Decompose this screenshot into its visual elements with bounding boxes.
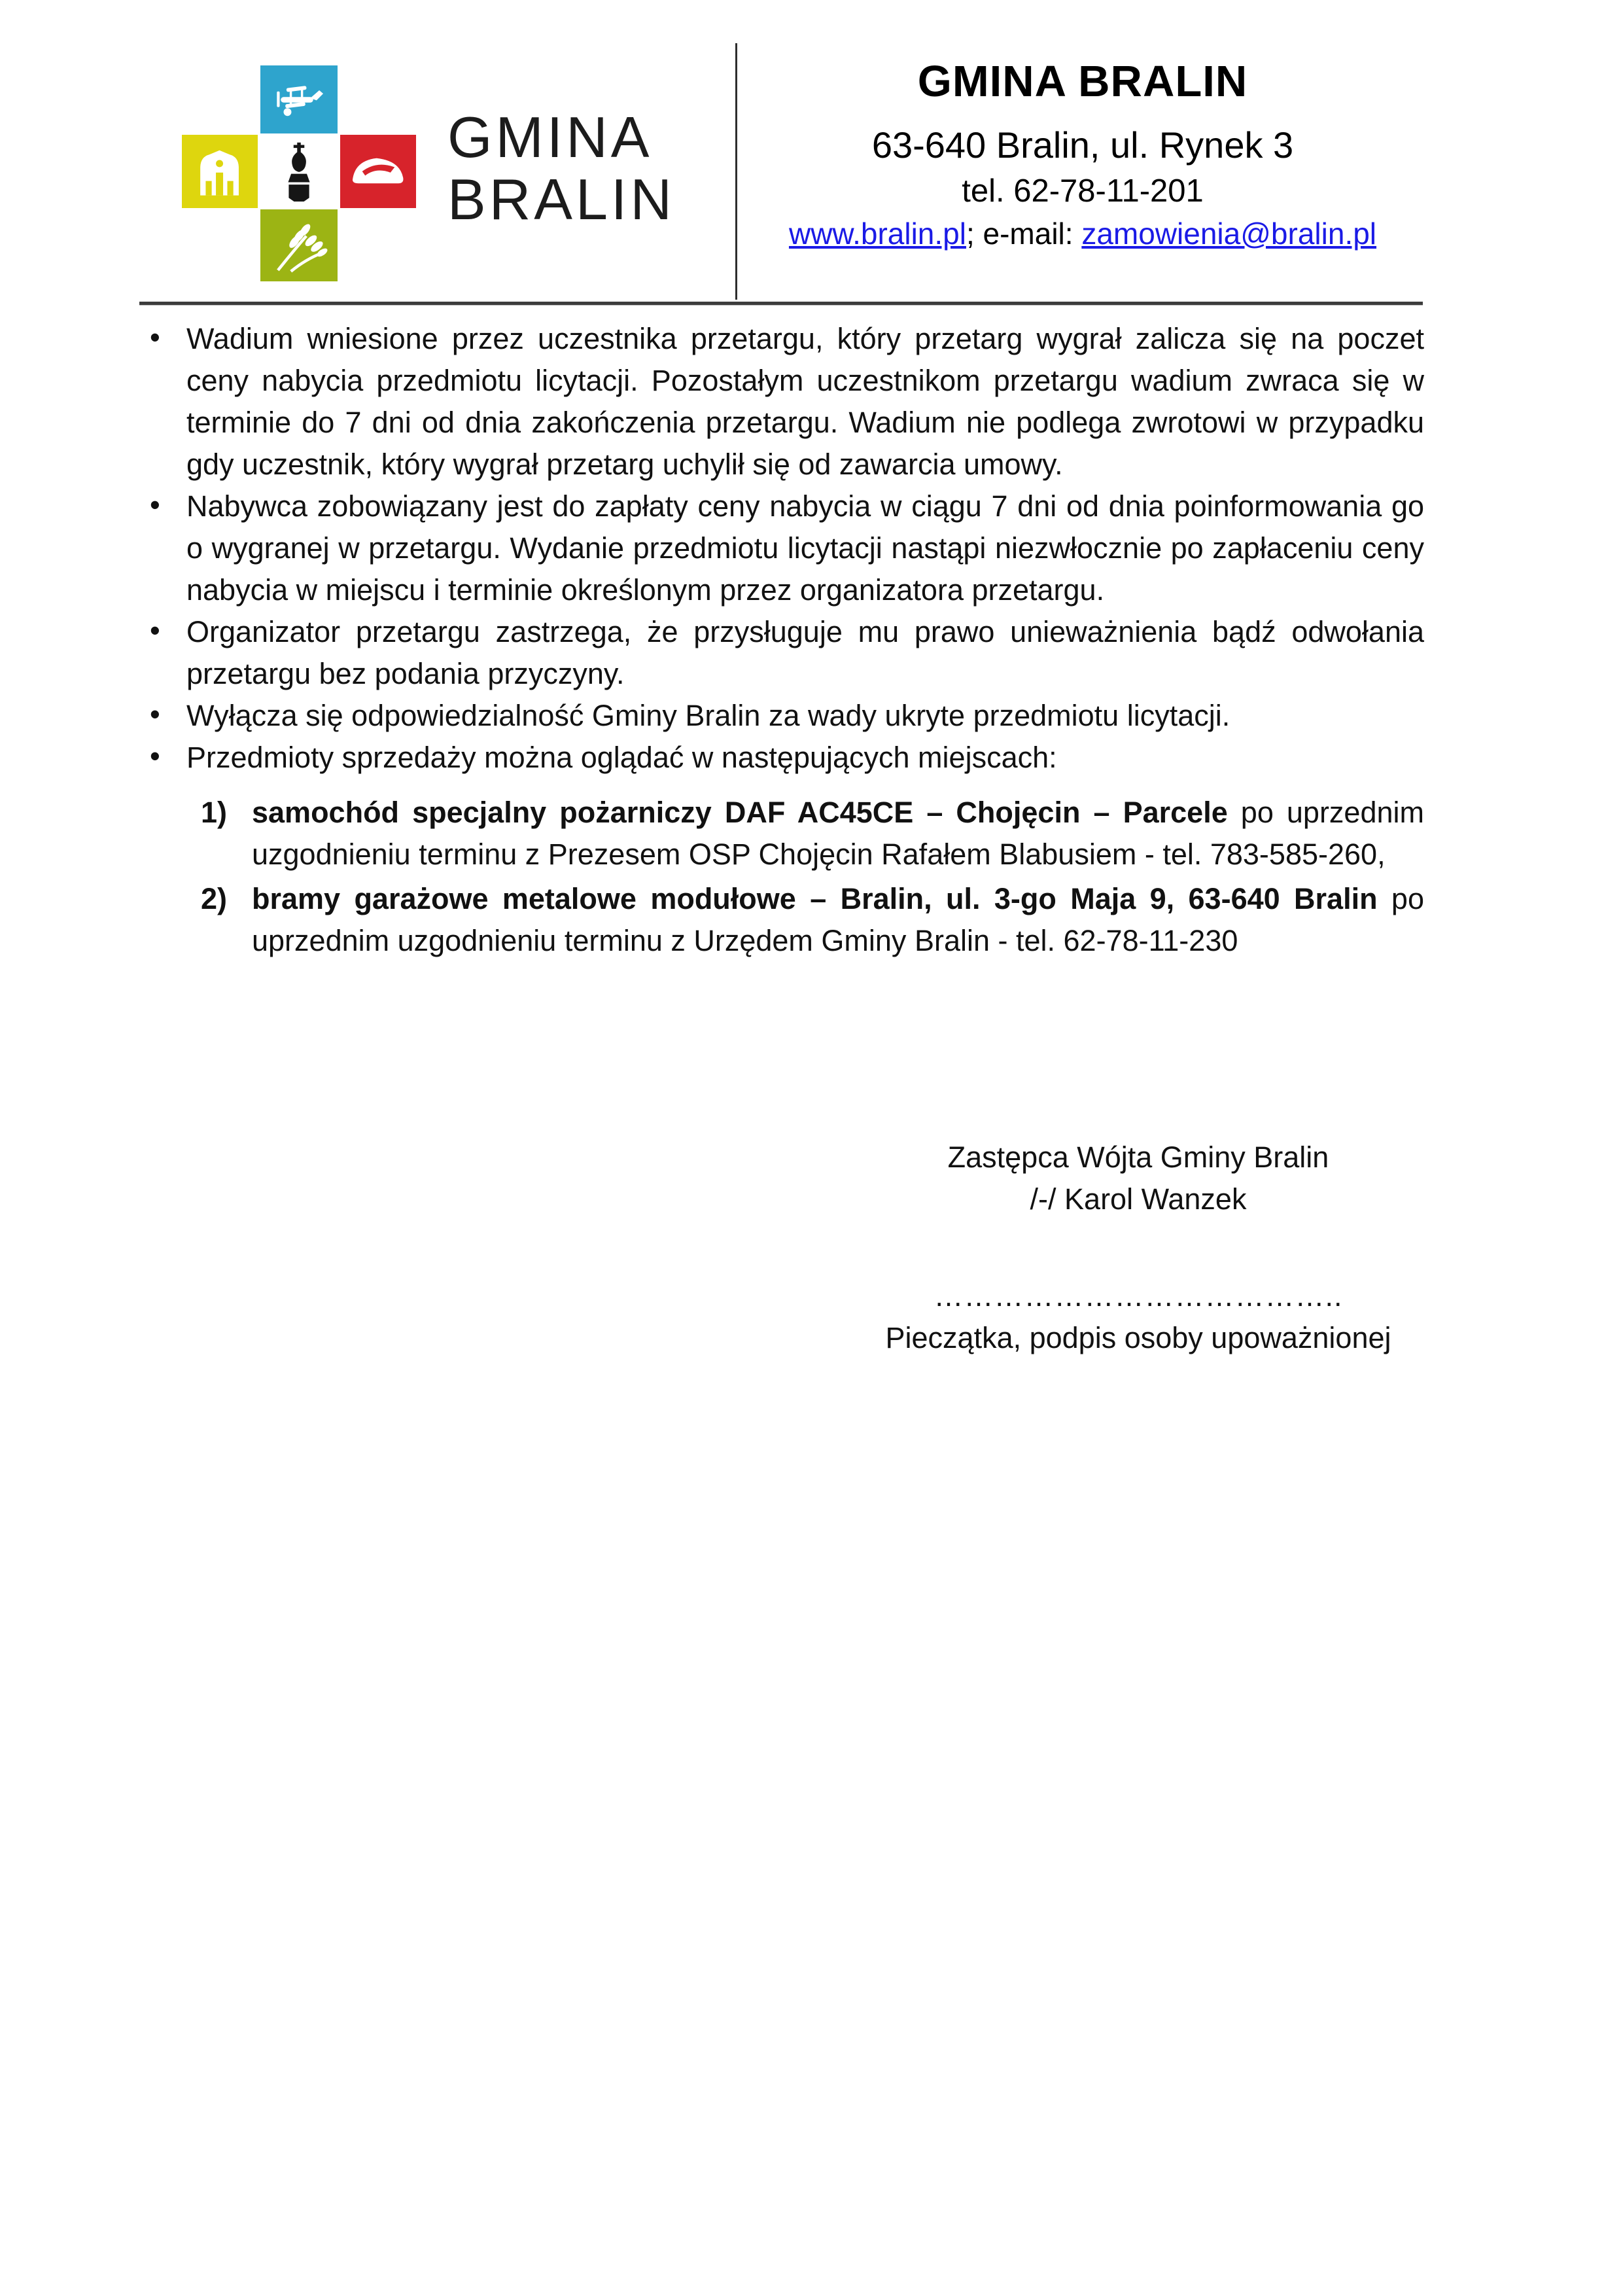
gmina-bralin-logo [182,65,416,281]
bullet-marker: • [150,698,160,731]
header-vertical-divider [735,43,737,300]
signature-name: /-/ Karol Wanzek [1030,1182,1247,1216]
numbered-bold-text: bramy garażowe metalowe modułowe – Bralin, ul. 3-go Maja 9, 63-640 Bralin [252,882,1378,915]
org-name: GMINA BRALIN [917,57,1248,106]
bullet-list [141,318,1424,779]
logo-tile-red [340,135,416,208]
signature-dotted-line: ………………………………….. [934,1279,1343,1313]
logo-tile-blue [260,65,338,133]
bullet-text: Organizator przetargu zastrzega, że przysługuje mu prawo unieważnienia bądź odwołania przetargu bez podania przyczyny. [186,615,1424,690]
numbered-rest-text: po uprzednim uzgodnieniu terminu z Prezesem OSP Chojęcin Rafałem Blabusiem - tel. 783-585-260, [252,796,1424,871]
org-phone: tel. 62-78-11-201 [962,173,1204,209]
bullet-marker: • [150,321,160,354]
signature-block [828,1137,1449,1359]
links-separator: ; e-mail: [966,217,1082,251]
numbered-item-1 [141,792,1424,875]
bullet-text: Nabywca zobowiązany jest do zapłaty ceny nabycia w ciągu 7 dni od dnia poinformowania go o wygranej w przetargu. Wydanie przedmiotu licytacji nastąpi niezwłocznie po zapłaceniu ceny nabycia w miejscu i terminie określonym przez organizatora przetargu. [186,489,1424,607]
numbered-marker: 2) [201,882,228,915]
org-address: 63-640 Bralin, ul. Rynek 3 [871,124,1294,166]
bullet-item-wadium [141,318,1424,486]
biplane-icon [268,71,331,127]
numbered-bold-text: samochód specjalny pożarniczy DAF AC45CE – Chojęcin – Parcele [252,796,1228,829]
bullet-item-wylacza [141,695,1424,737]
logo-wordmark [447,106,675,230]
document-body [141,318,1424,962]
wheat-icon [268,216,331,275]
building-icon [188,141,251,202]
numbered-rest-text: po uprzednim uzgodnieniu terminu z Urzędem Gminy Bralin - tel. 62-78-11-230 [252,882,1424,957]
email-link[interactable]: zamowienia@bralin.pl [1081,217,1377,251]
bullet-text: Wyłącza się odpowiedzialność Gminy Bralin za wady ukryte przedmiotu licytacji. [186,699,1230,732]
header-rule [139,302,1423,306]
bullet-item-organizator [141,611,1424,695]
signature-caption: Pieczątka, podpis osoby upoważnionej [885,1321,1391,1354]
website-link[interactable]: www.bralin.pl [788,217,966,251]
bullet-marker: • [150,614,160,647]
numbered-list [141,792,1424,962]
bullet-marker: • [150,739,160,773]
logo-tile-yellow [182,135,258,208]
logo-wordmark-line2: BRALIN [447,167,675,232]
firefighter-helmet-icon [347,141,409,202]
numbered-item-2 [141,878,1424,962]
numbered-marker: 1) [201,796,228,829]
bullet-marker: • [150,488,160,521]
bullet-item-przedmioty [141,737,1424,779]
church-tower-icon [266,141,332,202]
bullet-text: Przedmioty sprzedaży można oglądać w następujących miejscach: [186,741,1057,774]
letterhead-contact-block [752,56,1413,251]
bullet-item-nabywca [141,486,1424,611]
signature-title: Zastępca Wójta Gminy Bralin [947,1140,1329,1174]
logo-tile-green [260,209,338,281]
logo-wordmark-line1: GMINA [447,105,653,169]
org-links-line [752,216,1413,251]
bullet-text: Wadium wniesione przez uczestnika przetargu, który przetarg wygrał zalicza się na poczet ceny nabycia przedmiotu licytacji. Pozostałym uczestnikom przetargu wadium zwraca się w terminie do 7 dni od dnia zakończenia przetargu. Wadium nie podlega zwrotowi w przypadku gdy uczestnik, który wygrał przetarg uchylił się od zawarcia umowy. [186,322,1424,481]
logo-tile-white [259,135,339,208]
